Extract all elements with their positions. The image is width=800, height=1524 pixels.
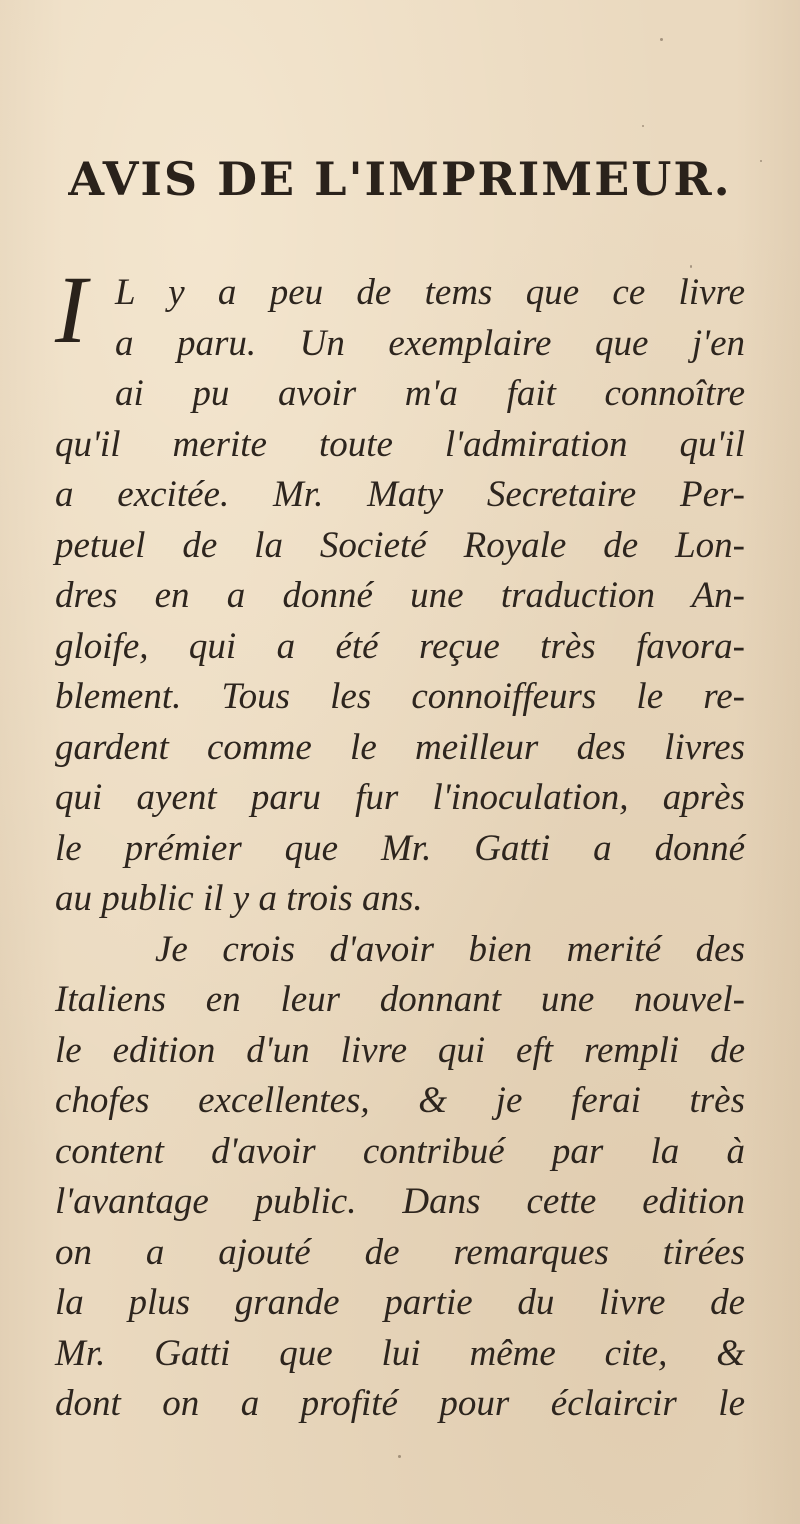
text-line: Mr. Gatti que lui même cite, &	[55, 1332, 745, 1374]
text-line: Italiens en leur donnant une nouvel-	[55, 979, 745, 1020]
text-line: l'avantage public. Dans cette edition	[55, 1181, 745, 1222]
text-line: dont on a profité pour éclaircir le	[55, 1383, 745, 1424]
paper-speck	[660, 38, 663, 41]
text-line: qui ayent paru fur l'inoculation, après	[55, 777, 745, 818]
text-line: petuel de la Societé Royale de Lon-	[55, 524, 745, 566]
paper-speck	[760, 160, 762, 162]
text-line: gardent comme le meilleur des livres	[55, 726, 745, 768]
text-line: a excitée. Mr. Maty Secretaire Per-	[55, 474, 745, 515]
text-line: dres en a donné une traduction An-	[55, 575, 745, 616]
text-line: gloife, qui a été reçue très favora-	[55, 625, 745, 667]
text-line: le prémier que Mr. Gatti a donné	[55, 827, 745, 869]
text-line: Je crois d'avoir bien merité des	[155, 928, 745, 970]
page-heading: AVIS DE L'IMPRIMEUR.	[68, 152, 732, 206]
paper-speck	[398, 1455, 401, 1458]
body-text	[55, 268, 745, 1430]
text-line: le edition d'un livre qui eft rempli de	[55, 1029, 745, 1071]
text-line: blement. Tous les connoiffeurs le re-	[55, 676, 745, 717]
text-line: au public il y a trois ans.	[55, 878, 423, 919]
drop-cap: I	[55, 256, 87, 363]
paper-speck	[690, 265, 692, 268]
text-line: chofes excellentes, & je ferai très	[55, 1080, 745, 1121]
text-line: ai pu avoir m'a fait connoître	[115, 373, 745, 414]
text-line: on a ajouté de remarques tirées	[55, 1231, 745, 1273]
text-line: a paru. Un exemplaire que j'en	[115, 322, 745, 364]
text-line: content d'avoir contribué par la à	[55, 1130, 745, 1172]
text-line: qu'il merite toute l'admiration qu'il	[55, 423, 745, 465]
text-line: L y a peu de tems que ce livre	[115, 272, 745, 313]
text-line: la plus grande partie du livre de	[55, 1282, 745, 1323]
paper-speck	[642, 125, 644, 127]
